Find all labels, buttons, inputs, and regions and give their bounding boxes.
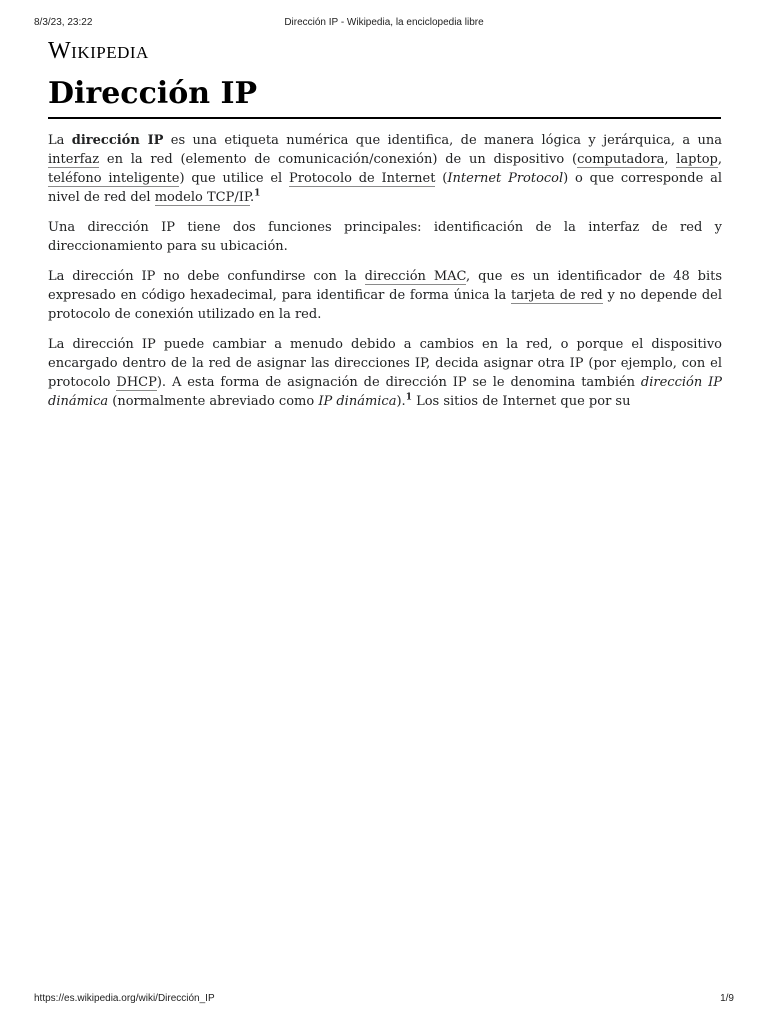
text: (	[435, 171, 448, 186]
italic-term: dirección IP dinámica	[48, 375, 722, 409]
link-tarjeta-de-red[interactable]: tarjeta de red	[511, 288, 603, 303]
reference-1[interactable]: 1	[405, 392, 412, 403]
reference-1[interactable]: 1	[254, 188, 261, 199]
print-date: 8/3/23, 23:22	[34, 17, 93, 28]
italic-term: Internet Protocol	[447, 171, 564, 186]
text: ) que utilice el	[179, 171, 289, 186]
text: ,	[664, 152, 677, 167]
page-number: 1/9	[720, 993, 734, 1004]
text: en la red (elemento de comunicación/conexión) de un dispositivo (	[99, 152, 578, 167]
link-interfaz[interactable]: interfaz	[48, 152, 100, 167]
italic-term: IP dinámica	[318, 394, 397, 409]
link-modelo-tcp-ip[interactable]: modelo TCP/IP	[154, 190, 250, 205]
page-title: Dirección IP	[48, 74, 721, 119]
text: es una etiqueta numérica que identifica, de manera lógica y jerárquica, a una	[163, 133, 723, 148]
paragraph-3	[48, 267, 722, 324]
print-header	[34, 17, 734, 31]
print-url: https://es.wikipedia.org/wiki/Dirección_IP	[34, 993, 215, 1004]
text: ).	[396, 394, 406, 409]
text: .	[249, 190, 255, 205]
text: La dirección IP no debe confundirse con la	[48, 269, 365, 284]
paragraph-2: Una dirección IP tiene dos funciones principales: identificación de la interfaz de red y direccionamiento para su ubicación.	[48, 220, 722, 254]
link-telefono-inteligente[interactable]: teléfono inteligente	[48, 171, 180, 186]
link-computadora[interactable]: computadora	[577, 152, 665, 167]
link-dhcp[interactable]: DHCP	[116, 375, 157, 390]
text: Los sitios de Internet que por su	[411, 394, 631, 409]
text: La dirección IP puede cambiar a menudo debido a cambios en la red, o porque el dispositivo encargado dentro de la red de asignar las direcciones IP, decida asignar otra IP (por ejemplo, con el protocolo	[48, 337, 722, 390]
text: ). A esta forma de asignación de dirección IP se le denomina también	[156, 375, 641, 390]
wikipedia-logo[interactable]: Wikipedia	[48, 38, 149, 64]
link-protocolo-internet[interactable]: Protocolo de Internet	[289, 171, 436, 186]
print-footer	[34, 993, 734, 1007]
link-direccion-mac[interactable]: dirección MAC	[364, 269, 467, 284]
text: ) o que corresponde al nivel de red del	[48, 171, 722, 205]
link-laptop[interactable]: laptop	[676, 152, 718, 167]
text: (normalmente abreviado como	[108, 394, 319, 409]
text: ,	[717, 152, 723, 167]
text: y no depende del protocolo de conexión utilizado en la red.	[48, 288, 722, 322]
paragraph-1	[48, 131, 722, 207]
text: La	[48, 133, 72, 148]
bold-term: dirección IP	[71, 133, 164, 148]
text: , que es un identificador de 48 bits expresado en código hexadecimal, para identificar de forma única la	[48, 269, 723, 303]
paragraph-4	[48, 335, 722, 411]
print-page-title: Dirección IP - Wikipedia, la enciclopedia libre	[284, 17, 484, 28]
article-body	[48, 131, 722, 422]
